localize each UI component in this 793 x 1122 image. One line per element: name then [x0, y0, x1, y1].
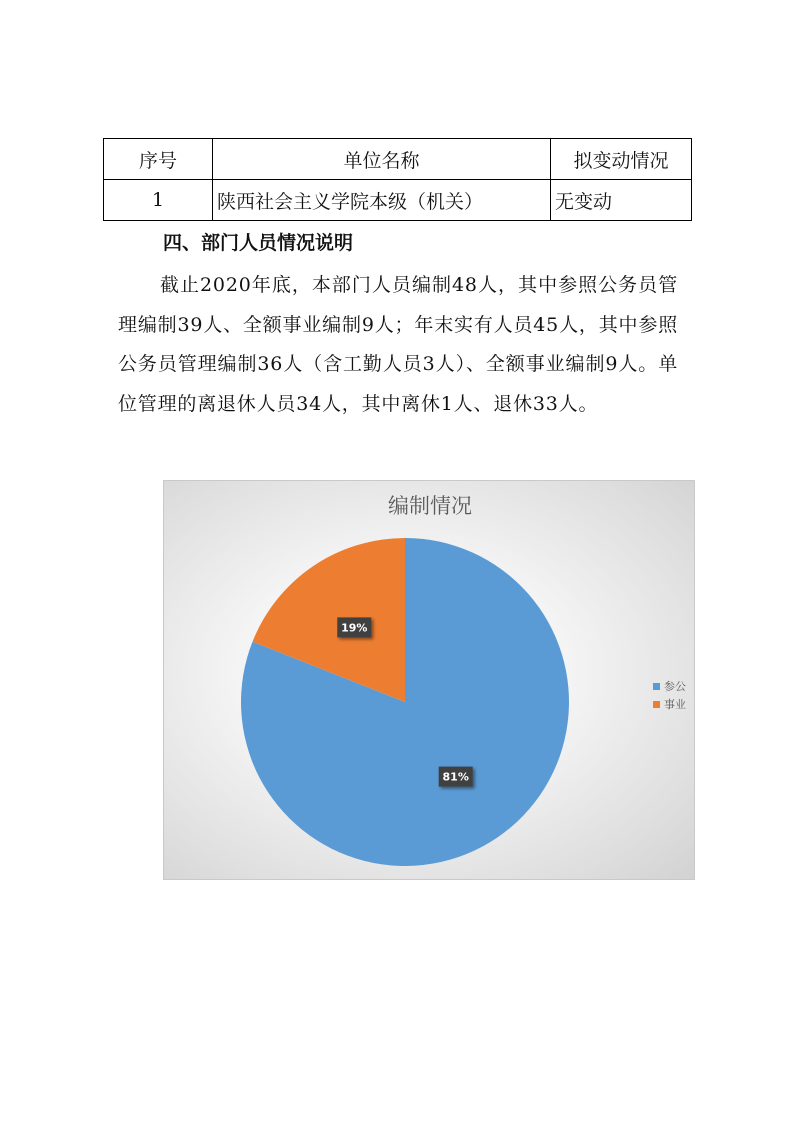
legend-item [653, 679, 686, 693]
chart-legend [653, 679, 686, 711]
table-header-row [104, 139, 692, 180]
legend-item [653, 697, 686, 711]
data-label-text: 81% [442, 770, 469, 784]
cell-index: 1 [104, 180, 213, 221]
chart-title: 编制情况 [388, 494, 472, 518]
cell-unit-name: 陕西社会主义学院本级（机关） [213, 180, 551, 221]
legend-label: 事业 [664, 698, 686, 711]
cell-change: 无变动 [551, 180, 692, 221]
staff-paragraph: 截止2020年底，本部门人员编制48人，其中参照公务员管理编制39人、全额事业编制9人；年末实有人员45人，其中参照公务员管理编制36人（含工勤人员3人）、全额事业编制9人。单位管理的离退休人员34人，其中离休1人、退休33人。 [118, 274, 678, 415]
header-change: 拟变动情况 [551, 139, 692, 180]
section-heading: 四、部门人员情况说明 [163, 232, 354, 254]
legend-swatch [653, 683, 660, 690]
data-label-1 [439, 767, 473, 787]
pie-slices [241, 538, 569, 866]
legend-label: 参公 [664, 680, 686, 693]
data-label-text: 19% [341, 621, 368, 635]
pie-chart-svg [164, 481, 696, 881]
table-row [104, 180, 692, 221]
data-label-2 [337, 617, 371, 637]
pie-chart [163, 480, 695, 880]
header-unit-name: 单位名称 [213, 139, 551, 180]
legend-swatch [653, 701, 660, 708]
header-index: 序号 [104, 139, 213, 180]
unit-table [103, 138, 692, 221]
